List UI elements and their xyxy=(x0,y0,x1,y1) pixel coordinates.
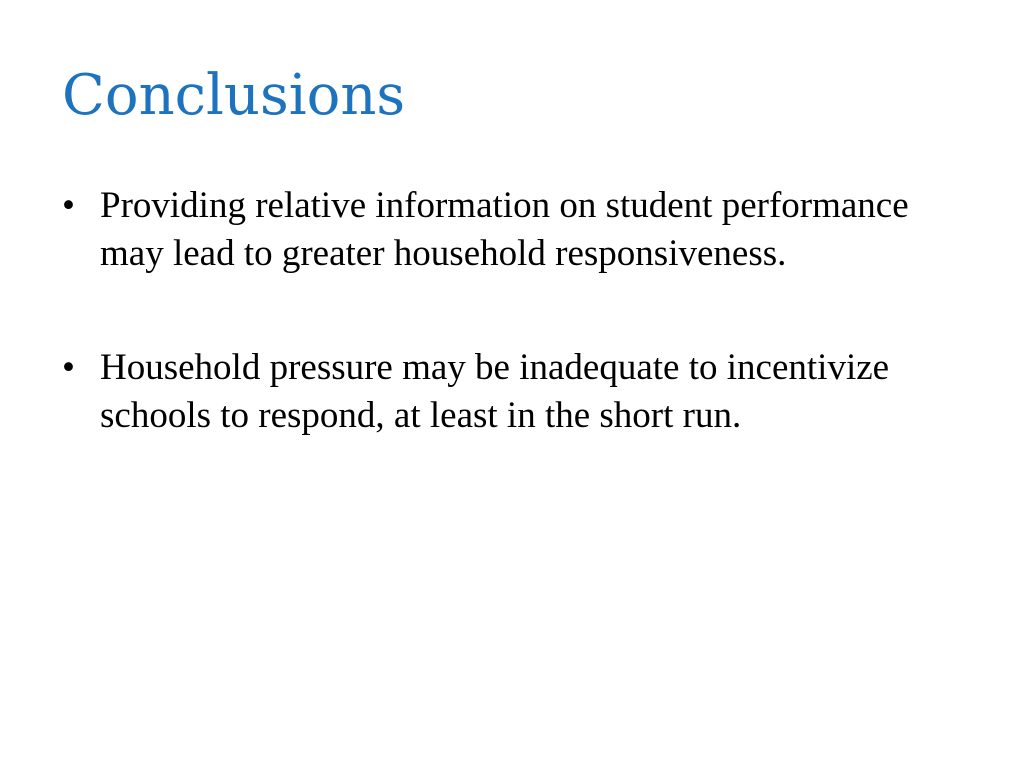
bullet-dot-icon: • xyxy=(62,347,75,388)
bullet-text: Providing relative information on student performance may lead to greater household responsiveness. xyxy=(100,185,909,274)
bullet-list xyxy=(62,182,942,506)
bullet-item xyxy=(62,344,942,440)
slide-title: Conclusions xyxy=(62,63,406,128)
bullet-dot-icon: • xyxy=(62,185,75,226)
bullet-item xyxy=(62,182,942,278)
bullet-text: Household pressure may be inadequate to incentivize schools to respond, at least in the short run. xyxy=(100,347,890,436)
